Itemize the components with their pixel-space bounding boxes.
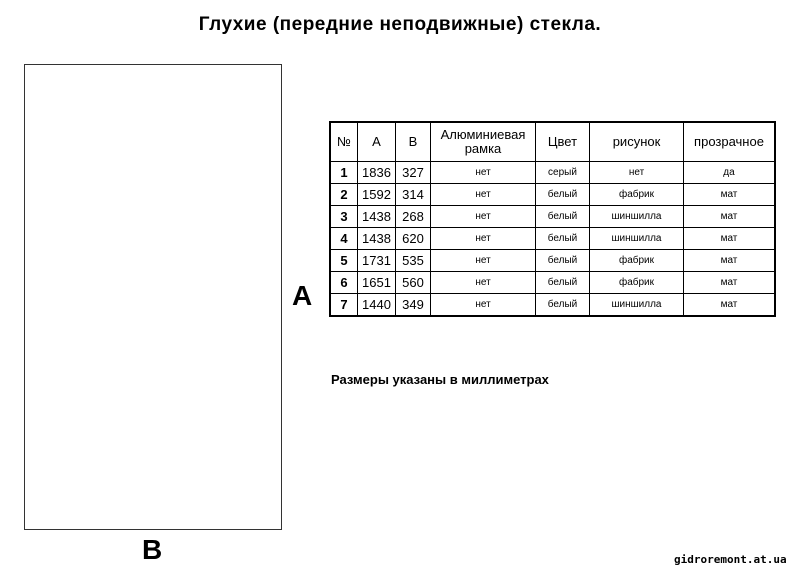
cell-a: 1651 (358, 272, 396, 294)
cell-transparent: мат (684, 184, 776, 206)
units-note: Размеры указаны в миллиметрах (331, 372, 549, 387)
cell-aluminum-frame: нет (431, 272, 536, 294)
dimension-label-b: B (142, 534, 163, 565)
cell-a: 1836 (358, 162, 396, 184)
table-row (330, 294, 775, 317)
glass-outline (24, 64, 282, 530)
cell-number: 7 (330, 294, 358, 317)
cell-aluminum-frame: нет (431, 162, 536, 184)
cell-pattern: нет (590, 162, 684, 184)
cell-transparent: да (684, 162, 776, 184)
cell-a: 1440 (358, 294, 396, 317)
cell-b: 327 (396, 162, 431, 184)
page-title: Глухие (передние неподвижные) стекла. (198, 14, 602, 35)
cell-b: 560 (396, 272, 431, 294)
cell-a: 1731 (358, 250, 396, 272)
table-row (330, 228, 775, 250)
cell-pattern: фабрик (590, 184, 684, 206)
cell-aluminum-frame: нет (431, 250, 536, 272)
table-row (330, 272, 775, 294)
cell-color: серый (536, 162, 590, 184)
cell-transparent: мат (684, 272, 776, 294)
cell-number: 2 (330, 184, 358, 206)
cell-b: 535 (396, 250, 431, 272)
header-a: A (358, 122, 396, 162)
cell-a: 1592 (358, 184, 396, 206)
cell-b: 620 (396, 228, 431, 250)
header-pattern: рисунок (590, 122, 684, 162)
cell-b: 268 (396, 206, 431, 228)
cell-pattern: шиншилла (590, 206, 684, 228)
cell-number: 3 (330, 206, 358, 228)
cell-aluminum-frame: нет (431, 294, 536, 317)
header-number: № (330, 122, 358, 162)
cell-transparent: мат (684, 206, 776, 228)
cell-color: белый (536, 206, 590, 228)
header-aluminum-frame: Алюминиевая рамка (431, 122, 536, 162)
cell-a: 1438 (358, 206, 396, 228)
header-transparent: прозрачное (684, 122, 776, 162)
cell-number: 1 (330, 162, 358, 184)
cell-b: 349 (396, 294, 431, 317)
cell-color: белый (536, 294, 590, 317)
site-watermark: gidroremont.at.ua (674, 553, 787, 566)
cell-pattern: фабрик (590, 250, 684, 272)
header-b: B (396, 122, 431, 162)
cell-color: белый (536, 228, 590, 250)
table-row (330, 250, 775, 272)
table-row (330, 162, 775, 184)
cell-aluminum-frame: нет (431, 184, 536, 206)
glass-spec-table (329, 121, 776, 317)
table-body (330, 162, 775, 317)
table-row (330, 206, 775, 228)
cell-color: белый (536, 184, 590, 206)
table-header-row (330, 122, 775, 162)
dimension-label-a: A (292, 280, 313, 311)
cell-color: белый (536, 250, 590, 272)
cell-transparent: мат (684, 294, 776, 317)
cell-b: 314 (396, 184, 431, 206)
cell-number: 4 (330, 228, 358, 250)
cell-color: белый (536, 272, 590, 294)
cell-transparent: мат (684, 250, 776, 272)
table-row (330, 184, 775, 206)
cell-pattern: шиншилла (590, 228, 684, 250)
cell-transparent: мат (684, 228, 776, 250)
header-color: Цвет (536, 122, 590, 162)
cell-pattern: шиншилла (590, 294, 684, 317)
cell-a: 1438 (358, 228, 396, 250)
cell-pattern: фабрик (590, 272, 684, 294)
cell-aluminum-frame: нет (431, 206, 536, 228)
cell-aluminum-frame: нет (431, 228, 536, 250)
cell-number: 5 (330, 250, 358, 272)
cell-number: 6 (330, 272, 358, 294)
